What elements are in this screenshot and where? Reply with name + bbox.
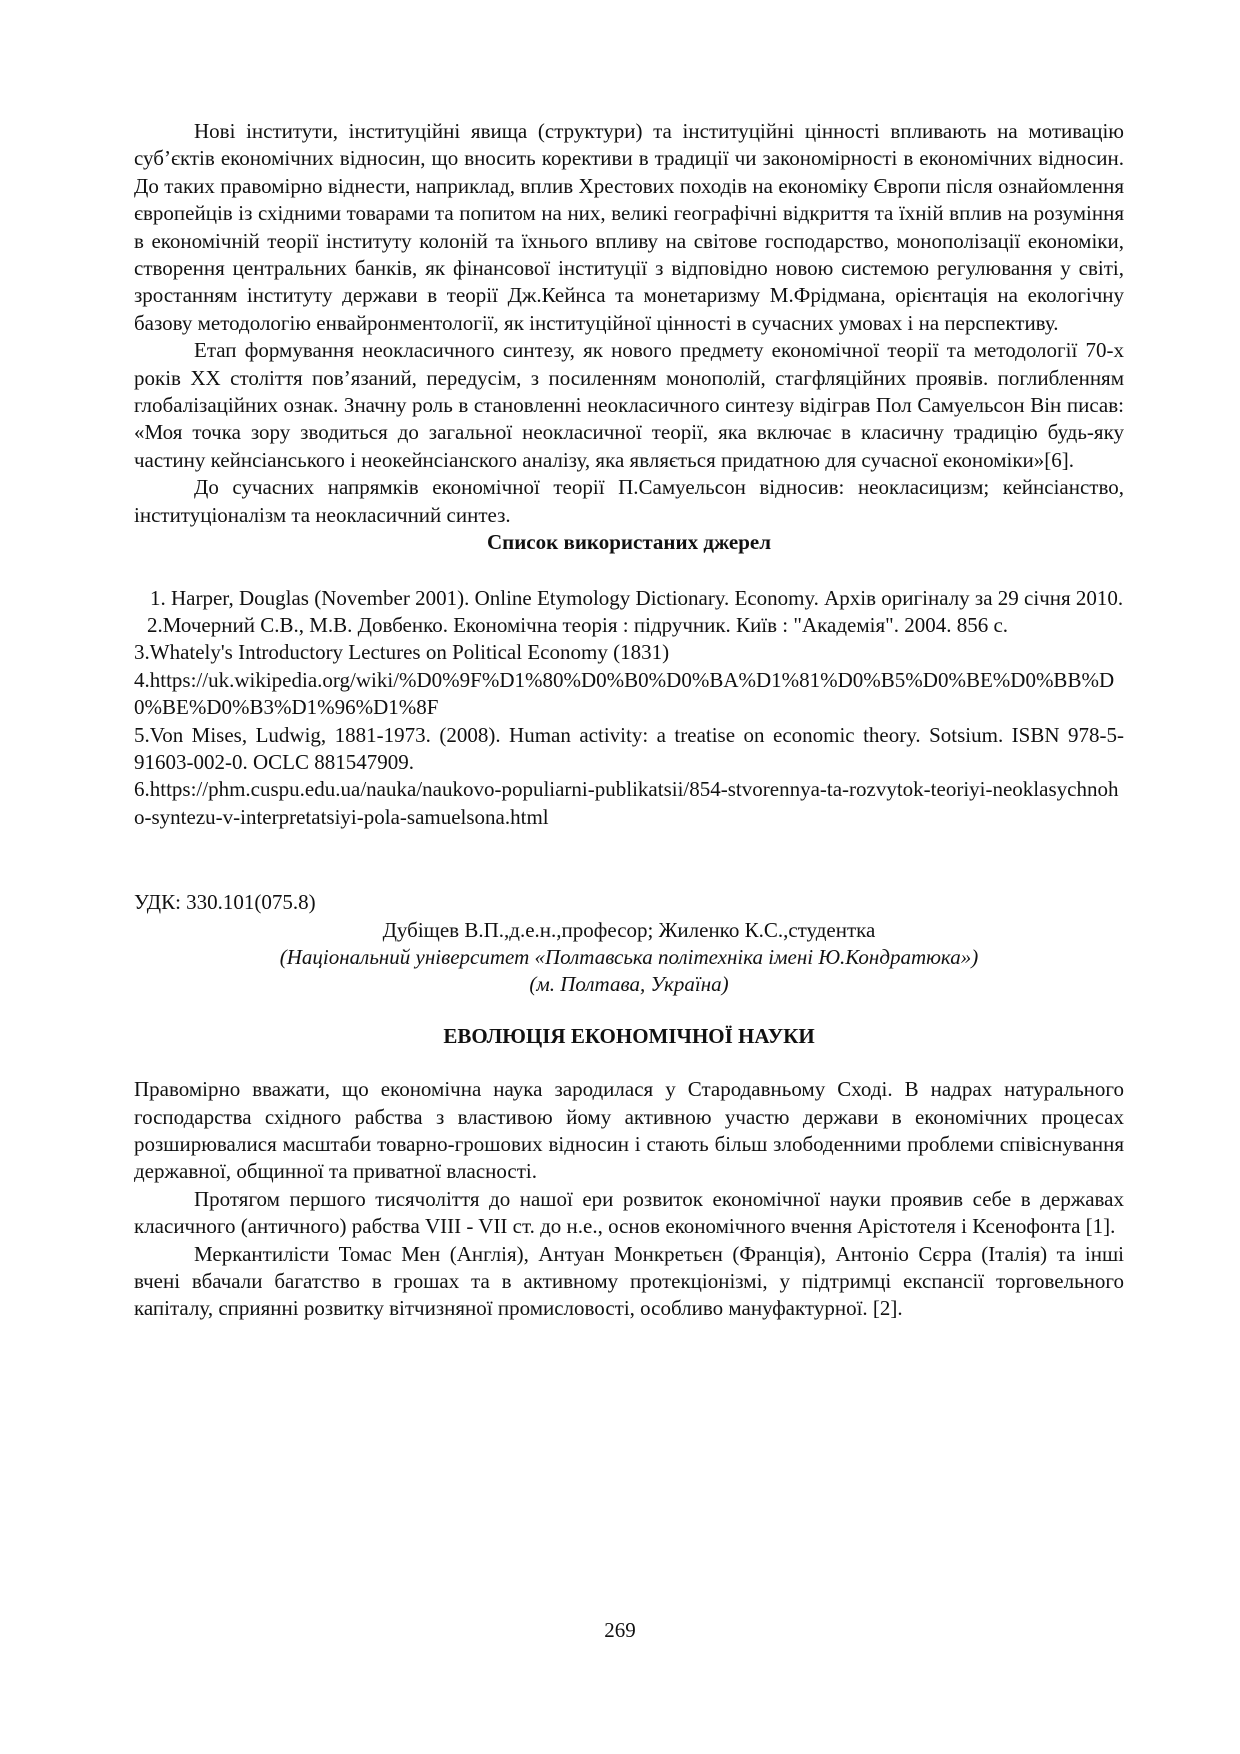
document-page: [134, 118, 1124, 1323]
reference-item: 1. Harper, Douglas (November 2001). Online Etymology Dictionary. Economy. Архів оригіналу за 29 січня 2010.: [150, 585, 1124, 610]
body-paragraph: Правомірно вважати, що економічна наука зародилася у Стародавньому Сході. В надрах натурального господарства східного рабства з властивою йому активною участю держави в економічних процесах розширювалися масштаби товарно-грошових відносин і стають більш злободенними проблеми співіснування державної, общинної та приватної власності.: [134, 1077, 1124, 1184]
body-paragraph: Меркантилісти Томас Мен (Англія), Антуан Монкретьєн (Франція), Антоніо Сєрра (Італія) та інші вчені вбачали багатство в грошах та в активному протекціонізмі, у підтримці експансії торговельного капіталу, сприянні розвитку вітчизняної промисловості, особливо мануфактурної. [2].: [134, 1241, 1124, 1321]
reference-link[interactable]: 6.https://phm.cuspu.edu.ua/nauka/naukovo-populiarni-publikatsii/854-stvorennya-ta-rozvytok-teoriyi-neoklasychnoho-syntezu-v-interpretatsiyi-pola-samuelsona.html: [134, 777, 1119, 829]
reference-item: 5.Von Mises, Ludwig, 1881-1973. (2008). Human activity: a treatise on economic theory. Sotsium. ISBN 978-5-91603-002-0. OCLC 881547909.: [134, 722, 1124, 774]
reference-item: 3.Whately's Introductory Lectures on Political Economy (1831): [134, 640, 670, 665]
references-heading: Список використаних джерел: [486, 530, 772, 555]
page-number: 269: [604, 1618, 636, 1642]
body-paragraph: Етап формування неокласичного синтезу, як нового предмету економічної теорії та методології 70-х років XX століття пов’язаний, передусім, з посиленням монополій, стагфляційних проявів. поглибленням глобалізаційних ознак. Значну роль в становленні неокласичного синтезу відіграв Пол Самуельсон Він писав: «Моя точка зору зводиться до загальної неокласичної теорії, яка включає в класичну традицію будь-яку частину кейнсіанського і неокейнсіанского аналізу, яка являється придатною для сучасної економіки»[6].: [134, 338, 1124, 472]
body-paragraph: Нові інститути, інституційні явища (структури) та інституційні цінності впливають на мотивацію суб’єктів економічних відносин, що вносить корективи в традиції чи закономірності в економічних відносин. До таких правомірно віднести, наприклад, вплив Хрестових походів на економіку Європи після ознайомлення європейців із східними товарами та попитом на них, великі географічні відкриття та їхній вплив на розуміння в економічній теорії інституту колоній та їхнього впливу на світове господарство, монополізації економіки, створення центральних банків, як фінансової інституції з відповідно новою системою регулювання у світі, зростанням інституту держави в теорії Дж.Кейнса та монетаризму М.Фрідмана, орієнтація на екологічну базову методологію енвайронментології, як інституційної цінності в сучасних умовах і на перспективу.: [134, 119, 1124, 335]
body-paragraph: Протягом першого тисячоліття до нашої ери розвиток економічної науки проявив себе в державах класичного (античного) рабства VIII - VII ст. до н.е., основ економічного вчення Арістотеля і Ксенофонта [1].: [134, 1186, 1124, 1239]
article-authors: Дубіщев В.П.,д.е.н.,професор; Жиленко К.С.,студентка: [382, 917, 876, 942]
article-title: ЕВОЛЮЦІЯ ЕКОНОМІЧНОЇ НАУКИ: [443, 1023, 815, 1048]
article-affiliation: (Національний університет «Полтавська політехніка імені Ю.Кондратюка»): [279, 944, 979, 969]
article-location: (м. Полтава, Україна): [529, 972, 729, 997]
references-list: [134, 585, 1124, 832]
udk-code: УДК: 330.101(075.8): [134, 890, 316, 915]
reference-item: 2.Мочерний С.В., М.В. Довбенко. Економічна теорія : підручник. Київ : "Академія". 2004. 856 с.: [147, 612, 1009, 637]
body-paragraph: До сучасних напрямків економічної теорії П.Самуельсон відносив: неокласицизм; кейнсіанство, інституціоналізм та неокласичний синтез.: [134, 475, 1124, 527]
reference-link[interactable]: 4.https://uk.wikipedia.org/wiki/%D0%9F%D1%80%D0%B0%D0%BA%D1%81%D0%B5%D0%BE%D0%BB%D0%BE%D0%B3%D1%96%D1%8F: [134, 667, 1115, 720]
